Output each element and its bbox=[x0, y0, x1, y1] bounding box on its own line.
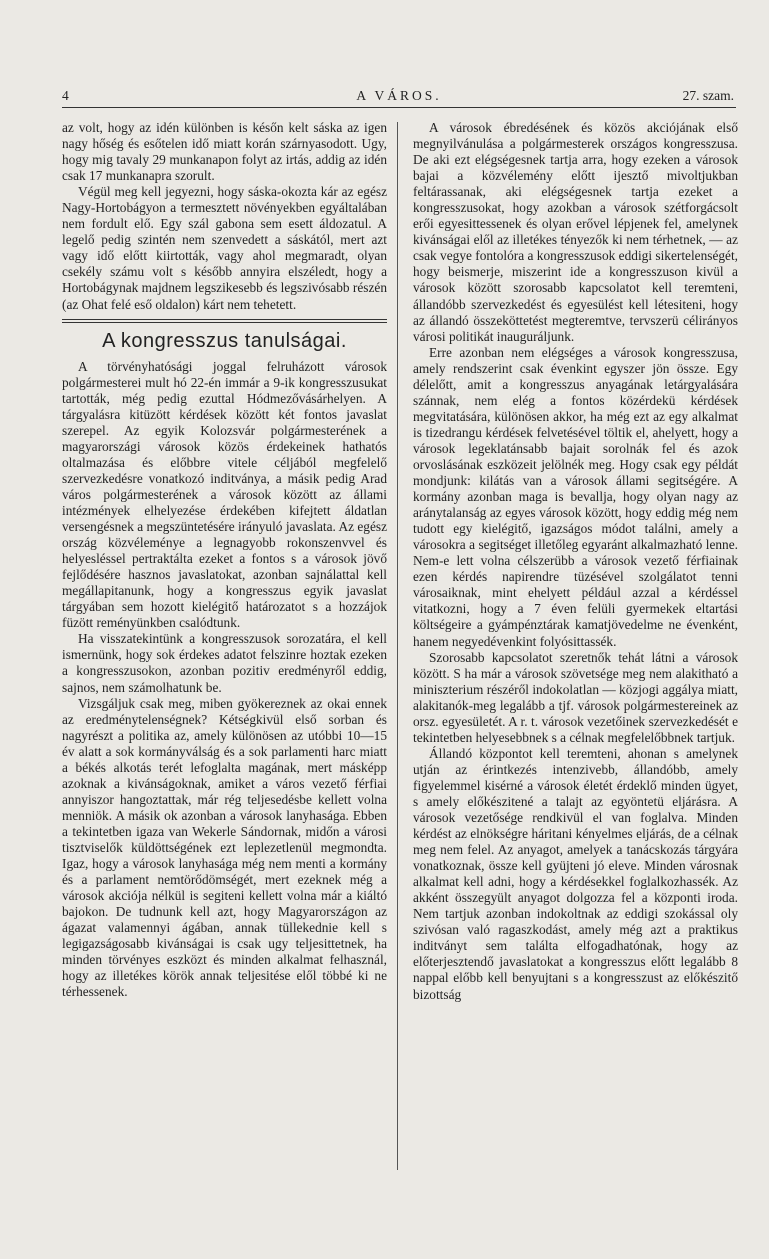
header-rule bbox=[62, 107, 736, 108]
article-paragraph: Vizsgáljuk csak meg, miben gyökereznek az okai ennek az eredménytelenségnek? Kétségkivül első sorban és nagyrészt a politika az, amely különösen az utóbbi 10—15 év alatt a sok kormányválság és a sok parlamenti harc miatt a békés alkotás terét lefoglalta magának, mert másképp azoknak a kivánságoknak, amiket a város vezető férfiai annyiszor hangoztattak, már rég teljesedésbe kellett volna menniök. A másik ok azonban a városok lanyhasága. Ebben a tekintetben igaza van Wekerle Sándornak, midőn a városi tisztviselők küldöttségének ezt leplezetlenül megmondta. Igaz, hogy a városok lanyhasága még nem menti a kormány és a parlament nemtörődömségét, mert ezeknek még a városok akciója nélkül is segiteni kellett volna már a kiáltó bajokon. De tudnunk kell azt, hogy Magyarországon az ágazat valamennyi ágában, annak tüllekednie kell s legigazságosabb kivánságai is csak ugy teljesittetnek, ha minden törvényes eszközt és minden alkalmat felhasznál, hogy az illetékes körök annak teljesitése elől többé ki ne térhessenek. bbox=[62, 695, 387, 1000]
article-separator bbox=[62, 319, 387, 323]
left-column bbox=[62, 120, 387, 1000]
page-number: 4 bbox=[62, 88, 69, 103]
article-paragraph: Végül meg kell jegyezni, hogy sáska-okozta kár az egész Nagy-Hortobágyon a termesztett növényekben egyáltalában nem fordult elő. Egy szál gabona sem esett áldozatul. A legelő pedig szintén nem szenvedett a sáskától, mert azt vagy idő előtt kiirtották, vagy ahol megmaradt, olyan csekély számu volt s később annyira elszéledt, hogy a Hortobágynak majdnem legszikesebb és legszivósabb részén (az Ohat felé eső oldalon) kárt nem tehetett. bbox=[62, 184, 387, 312]
article-title: A kongresszus tanulságai. bbox=[102, 329, 347, 352]
article-paragraph: Erre azonban nem elégséges a városok kongresszusa, amely rendszerint csak évenkint egyszer jön össze. Egy délelőtt, amit a kongresszus anyagának letárgyalására szánnak, nem elég a fontos közérdekü kérdések megvitatására, különösen akkor, ha még ezt az egy alkalmat is tizedrangu kérdések felvetésével töltik el, ahelyett, hogy a városok legeklatánsabb bajait sorolnák fel és azok orvoslásának eszközeit jelölnék meg. Hogy csak egy példát mondjunk: kilátás van a városok állami segitségére. A kormány azonban maga is bevallja, hogy olyan nagy az aránytalanság az egyes városok között, hogy eddig még nem tudott egy kielégitő, igazságos módot találni, amely a városokra a segitséget illetőleg egyaránt alkalmazható lenne. Nem-e lett volna célszerübb a városok vezető férfiainak ezen kérdés napirendre tüzésével szolgálatot tenni városaiknak, mint ehelyett például azzal a kérdéssel vitatkozni, hogy a 7 éven felüli gyermekek eltartási költségeire a gyámpénztárak kamatjövedelme ne évenként, hanem negyedévenkint folyósittassék. bbox=[413, 344, 738, 649]
article-paragraph: A törvényhatósági joggal felruházott városok polgármesterei mult hó 22-én immár a 9-ik kongresszusukat tartották, még pedig ezuttal Hódmezővásárhelyen. A tárgyalásra kitüzött kérdések között két fontos javaslat szerepel. Az egyik Kolozsvár polgármesterének a magyarországi városok közös érdekeinek hathatós oltalmazása és előbbre vitele céljából megfelelő szervezkedésre vonatkozó inditványa, a másik pedig Arad város polgármesterének a városok között az állami intézmények elhelyezése érdekében kifejtett áldatlan versengésnek a megszüntetésére irányuló javaslata. Az egész ország közvéleménye a legnagyobb rokonszenvvel és helyesléssel pertraktálta ezeket a fontos s a városok jövő fejlődésére hasznos javaslatokat, azonban sajnálattal kell megállapitanunk, hogy a kongresszus egyik javaslat tárgyában sem hozott kielégitő határozatot s a hozzájok füzött reményünkben csalódtunk. bbox=[62, 358, 387, 631]
article-paragraph: A városok ébredésének és közös akciójának első megnyilvánulása a polgármesterek országos kongresszusa. De aki ezt elégségesnek tartja arra, hogy ezeken a városok bajai a közvélemény előtt ijesztő mivoltjukban feltárassanak, aki elégségesnek tartja ezeket a kongresszusokat, hogy azokban a városok szétforgácsolt erői egyesittessenek és olyan erővel lépjenek fel, amelynek kivánságai elől az illetékes tényezők ki nem térhetnek, — az csak vegye fontolóra a kongresszusok eddigi sikertelenségét, hogy beismerje, miszerint ide a kongresszuson kivül a városok között szorosabb kapcsolatot kell teremteni, állandóbb szervezkedést és egyesülést kell létesiteni, hogy az állandó összeköttetést megteremtve, tervszerü célirányos városi politikát inauguráljunk. bbox=[413, 120, 738, 344]
article-paragraph: Állandó központot kell teremteni, ahonan s amelynek utján az érintkezés intenzivebb, állandóbb, amely figyelemmel kisérné a városok életét érdeklő minden ügyet, s amely előkészitené a talajt az egyöntetü eljárásra. A városok vezetősége rendkivül el van foglalva. Minden kérdést az elnökségre háritani kényelmes eljárás, de a célnak meg nem felel. Az anyagot, amelyek a tanácskozás tárgyára vonatkoznak, össze kell gyüjteni jó eleve. Minden városnak alkalmat kell adni, hogy a kérdésekkel foglalkozhassék. Az akként összegyült anyagot dolgozza fel a központi iroda. Nem tartjuk azonban indokoltnak az eddigi szokással oly szivósan való ragaszkodást, amely még azt a praktikus inditványt sem találta elfogadhatónak, hogy az előterjesztendő javaslatokat a kongresszus előtt legalább 8 nappal előbb kell benyujtani s a kongresszust az előkészitő bizottság bbox=[413, 745, 738, 1002]
publication-title: A VÁROS. bbox=[356, 88, 442, 103]
issue-number: 27. szam. bbox=[682, 88, 734, 103]
right-column bbox=[413, 120, 738, 1003]
article-paragraph: Szorosabb kapcsolatot szeretnők tehát látni a városok között. S ha már a városok szövetsége meg nem alakitható a miniszterium részéről indokolatlan — közjogi aggálya miatt, alakitanók-meg legalább a tjf. városok polgármestereinek az orsz. egyesületét. A r. t. városok vezetőinek szervezkedését e tekintetben helyesebbnek s a célnak megfelelőbbnek tartjuk. bbox=[413, 649, 738, 745]
article-paragraph: az volt, hogy az idén különben is későn kelt sáska az igen nagy hőség és esőtelen idő miatt korán szárnyasodott. Ugy, hogy mig tavaly 29 munkanapon folyt az irtás, addig az idén csak 17 munkanapra szorult. bbox=[62, 120, 387, 184]
article-paragraph: Ha visszatekintünk a kongresszusok sorozatára, el kell ismernünk, hogy sok érdekes adatot felszinre hoztak ezeken a kongresszusokon, azonban pozitiv eredményről eddig, sajnos, nem számolhatunk be. bbox=[62, 631, 387, 695]
column-divider bbox=[397, 122, 398, 1170]
